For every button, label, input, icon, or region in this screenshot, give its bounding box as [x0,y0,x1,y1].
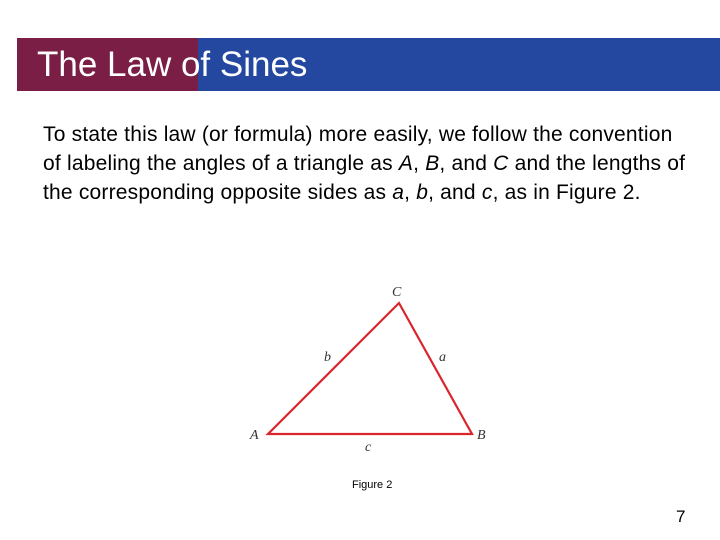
triangle-figure [230,275,510,465]
body-text-5: , [404,181,417,204]
angle-b-ref: B [425,152,440,175]
side-a-ref: a [392,181,405,204]
angle-c-ref: C [493,152,509,175]
body-paragraph [43,120,693,207]
body-text-3: , and [439,152,494,175]
body-text-2: , [413,152,426,175]
body-text-1: To state this law (or formula) more easily, we follow the convention of labeling the angles of a triangle as [43,123,673,175]
body-text-4: and the lengths of the corresponding opposite sides as [43,152,686,204]
slide-title: The Law of Sines [37,45,308,84]
side-label-c: c [365,440,372,455]
vertex-label-c: C [392,285,402,300]
body-text-7: , as in Figure 2. [492,181,641,204]
triangle [268,303,472,434]
side-label-a: a [439,350,446,365]
side-label-b: b [324,350,331,365]
figure-caption: Figure 2 [352,479,393,491]
body-text-6: , and [428,181,482,204]
side-b-ref: b [416,181,429,204]
vertex-label-a: A [250,428,259,443]
angle-a-ref: A [398,152,414,175]
page-number: 7 [676,507,686,526]
side-c-ref: c [481,181,493,204]
vertex-label-b: B [477,428,486,443]
